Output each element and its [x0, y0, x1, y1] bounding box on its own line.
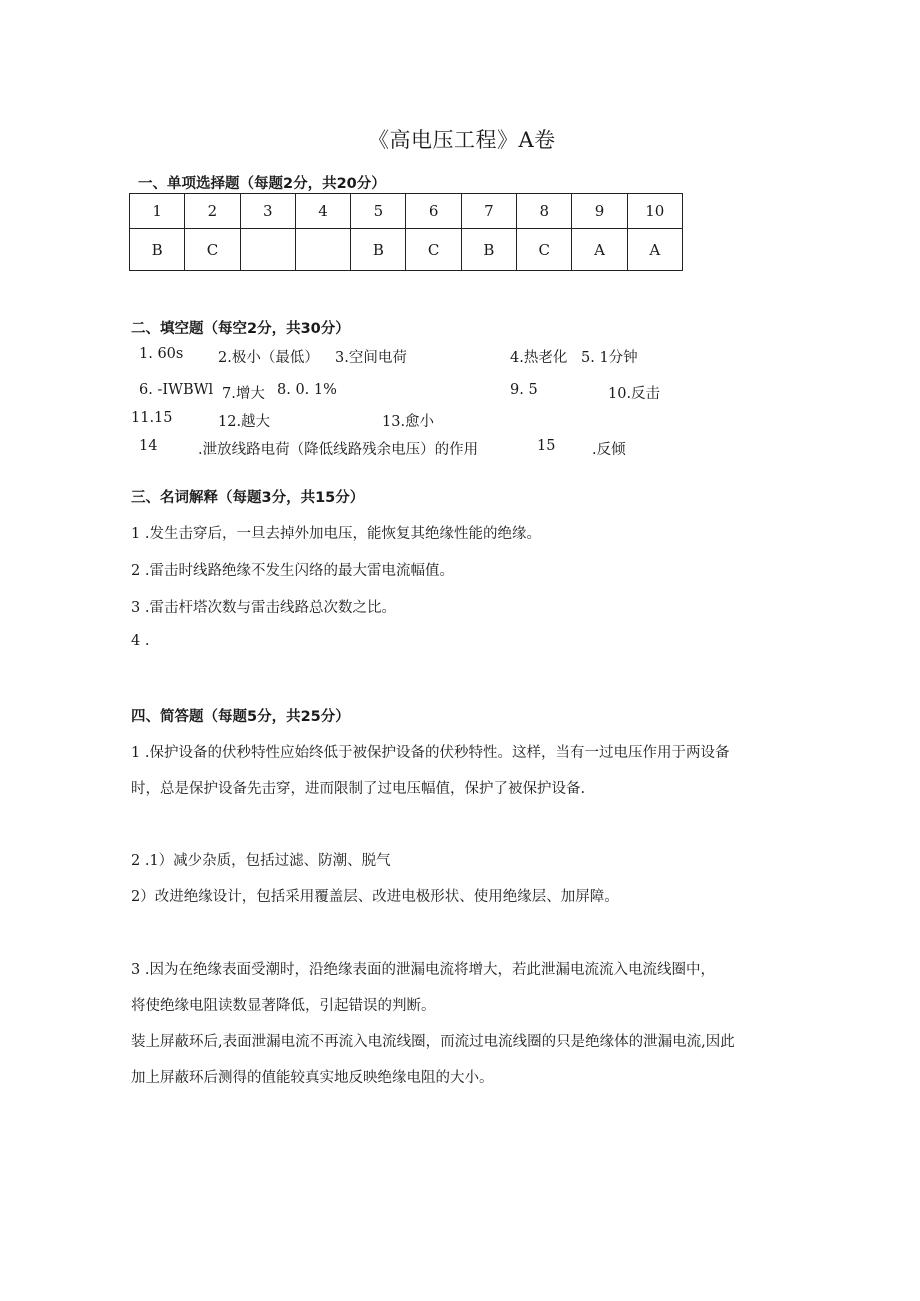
answer-line: 将使绝缘电阻读数显著降低，引起错误的判断。: [131, 998, 436, 1014]
question-number: 2: [185, 194, 240, 229]
page-title: 《高电压工程》A卷: [368, 128, 556, 152]
fill-answer: 3.空间电荷: [335, 350, 407, 366]
answer-cell: A: [627, 229, 682, 271]
fill-answer: 12.越大: [218, 414, 271, 430]
definition-item: 2 .雷击时线路绝缘不发生闪络的最大雷电流幅值。: [131, 563, 454, 579]
table-row: [130, 229, 683, 271]
definition-item: 1 .发生击穿后，一旦去掉外加电压，能恢复其绝缘性能的绝缘。: [131, 526, 541, 542]
fill-answer: 2.极小（最低）: [218, 350, 319, 366]
answer-cell: B: [351, 229, 406, 271]
answer-cell: [295, 229, 350, 271]
fill-answer: 11.15: [131, 410, 173, 426]
section-4-heading: 四、简答题（每题5分，共25分）: [131, 709, 350, 725]
fill-answer: 10.反击: [608, 386, 661, 402]
fill-answer: 9. 5: [510, 382, 538, 398]
answer-cell: B: [130, 229, 185, 271]
answer-line: 3 .因为在绝缘表面受潮时，沿绝缘表面的泄漏电流将增大，若此泄漏电流流入电流线圈中，: [131, 962, 715, 978]
question-number: 9: [572, 194, 627, 229]
question-number: 7: [461, 194, 516, 229]
answer-cell: C: [406, 229, 461, 271]
question-number: 1: [130, 194, 185, 229]
answer-line: 加上屏蔽环后测得的值能较真实地反映绝缘电阻的大小。: [131, 1070, 494, 1086]
section-2-heading: 二、填空题（每空2分，共30分）: [131, 321, 350, 337]
question-number: 4: [295, 194, 350, 229]
answer-cell: C: [517, 229, 572, 271]
question-number: 8: [517, 194, 572, 229]
fill-answer: 13.愈小: [382, 414, 435, 430]
fill-answer: 5. 1分钟: [581, 350, 638, 366]
definition-item: 4 .: [131, 633, 150, 649]
fill-answer: 4.热老化: [510, 350, 568, 366]
fill-answer: .泄放线路电荷（降低线路残余电压）的作用: [198, 442, 479, 458]
question-number: 6: [406, 194, 461, 229]
answer-cell: B: [461, 229, 516, 271]
fill-answer: .反倾: [592, 442, 626, 458]
answer-line: 2 .1）减少杂质，包括过滤、防潮、脱气: [131, 853, 391, 869]
answer-table: [129, 193, 683, 271]
answer-cell: C: [185, 229, 240, 271]
section-1-heading: 一、单项选择题（每题2分，共20分）: [138, 176, 386, 192]
answer-line: 2）改进绝缘设计，包括采用覆盖层、改进电极形状、使用绝缘层、加屏障。: [131, 889, 619, 905]
section-3-heading: 三、名词解释（每题3分，共15分）: [131, 490, 365, 506]
fill-answer: 14: [139, 438, 158, 454]
fill-answer: 8. 0. 1%: [277, 382, 337, 398]
fill-answer: 15: [537, 438, 556, 454]
answer-cell: A: [572, 229, 627, 271]
table-row: [130, 194, 683, 229]
question-number: 3: [240, 194, 295, 229]
fill-answer: 6. -IWBWl: [139, 382, 214, 398]
answer-cell: [240, 229, 295, 271]
fill-answer: 1. 60s: [139, 346, 184, 362]
answer-line: 1 .保护设备的伏秒特性应始终低于被保护设备的伏秒特性。这样，当有一过电压作用于两设备: [131, 745, 730, 761]
question-number: 5: [351, 194, 406, 229]
answer-line: 装上屏蔽环后,表面泄漏电流不再流入电流线圈，而流过电流线圈的只是绝缘体的泄漏电流,因此: [131, 1034, 735, 1050]
definition-item: 3 .雷击杆塔次数与雷击线路总次数之比。: [131, 600, 396, 616]
answer-line: 时，总是保护设备先击穿，进而限制了过电压幅值，保护了被保护设备.: [131, 781, 586, 797]
fill-answer: 7.增大: [222, 386, 265, 402]
question-number: 10: [627, 194, 682, 229]
